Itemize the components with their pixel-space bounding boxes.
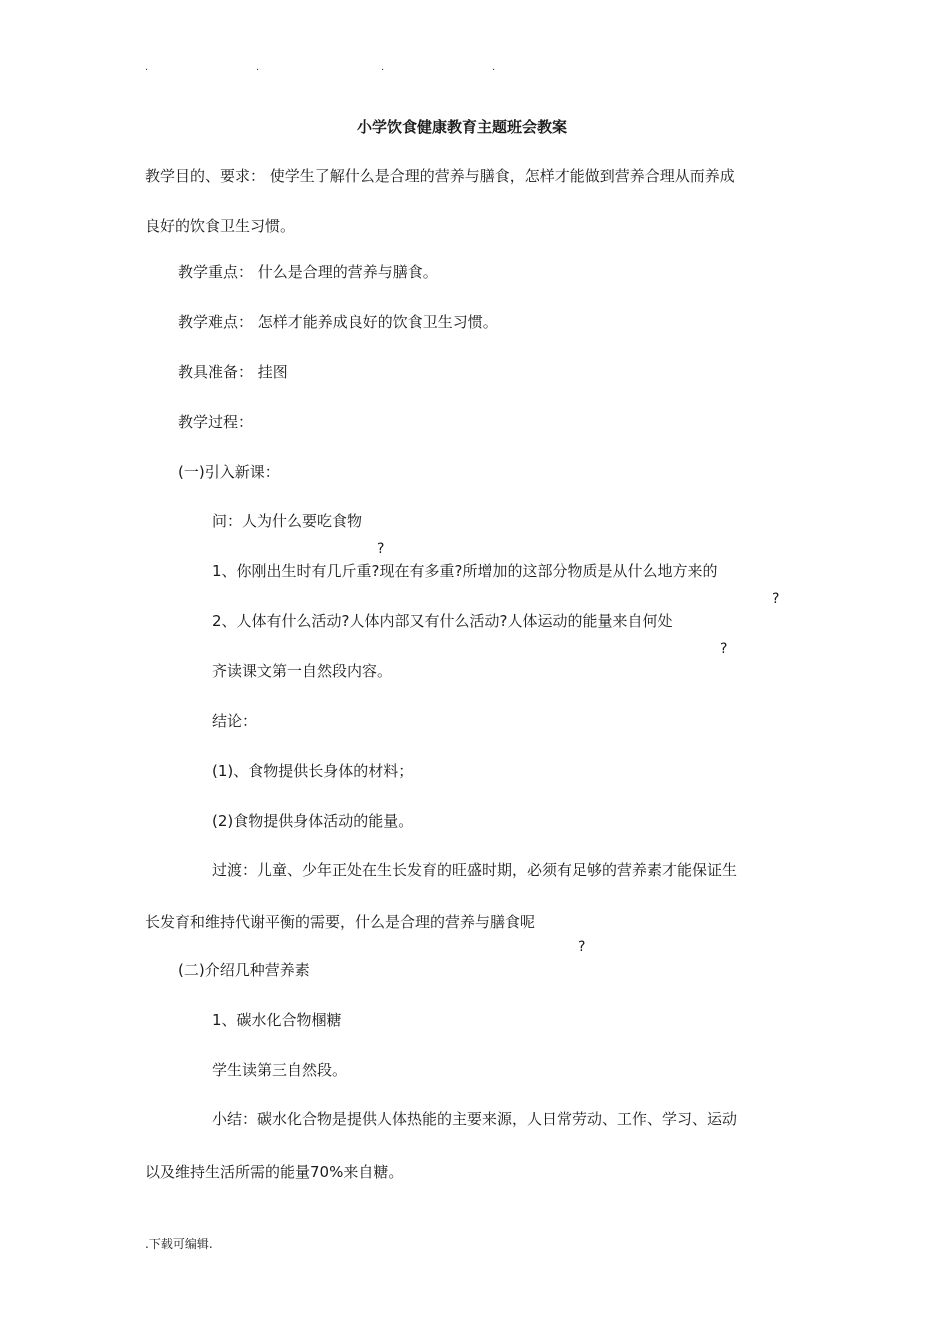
question-mark: ? (720, 641, 728, 657)
transition-line-1: 过渡：儿童、少年正处在生长发育的旺盛时期，必须有足够的营养素才能保证生 (212, 861, 738, 879)
conclusion-1: (1)、食物提供长身体的材料； (212, 762, 414, 780)
question-2: 2、人体有什么活动?人体内部又有什么活动?人体运动的能量来自何处 (212, 612, 673, 630)
header-mark: . (145, 62, 149, 73)
section-heading-1: (一)引入新课： (178, 463, 280, 481)
conclusion-label: 结论： (212, 712, 258, 730)
summary-line-1: 小结：碳水化合物是提供人体热能的主要来源，人日常劳动、工作、学习、运动 (212, 1110, 738, 1128)
goal-line-1: 教学目的、要求： 使学生了解什么是合理的营养与膳食，怎样才能做到营养合理从而养成 (145, 167, 735, 185)
teaching-process: 教学过程： (178, 413, 254, 431)
question-intro: 问：人为什么要吃食物 (212, 512, 363, 530)
read-paragraph-3: 学生读第三自然段。 (212, 1061, 348, 1079)
transition-line-2: 长发育和维持代谢平衡的需要，什么是合理的营养与膳食呢 (145, 913, 536, 931)
teaching-difficulty: 教学难点： 怎样才能养成良好的饮食卫生习惯。 (178, 313, 498, 331)
header-mark: . (256, 62, 260, 73)
page-footer: .下载可编辑. (145, 1237, 213, 1251)
question-mark: ? (377, 541, 385, 557)
teaching-tools: 教具准备： 挂图 (178, 363, 288, 381)
conclusion-2: (2)食物提供身体活动的能量。 (212, 812, 414, 830)
question-1: 1、你刚出生时有几斤重?现在有多重?所增加的这部分物质是从什么地方来的 (212, 562, 718, 580)
goal-line-2: 良好的饮食卫生习惯。 (145, 217, 296, 235)
header-mark: . (381, 62, 385, 73)
question-mark: ? (772, 591, 780, 607)
read-instruction: 齐读课文第一自然段内容。 (212, 662, 393, 680)
document-title: 小学饮食健康教育主题班会教案 (357, 118, 568, 136)
section-heading-2: (二)介绍几种营养素 (178, 961, 310, 979)
nutrient-item-1: 1、碳水化合物㮯糖 (212, 1011, 342, 1029)
question-mark: ? (578, 939, 586, 955)
summary-line-2: 以及维持生活所需的能量70%来自糖。 (145, 1163, 404, 1181)
teaching-focus: 教学重点： 什么是合理的营养与膳食。 (178, 263, 438, 281)
header-mark: . (492, 62, 496, 73)
